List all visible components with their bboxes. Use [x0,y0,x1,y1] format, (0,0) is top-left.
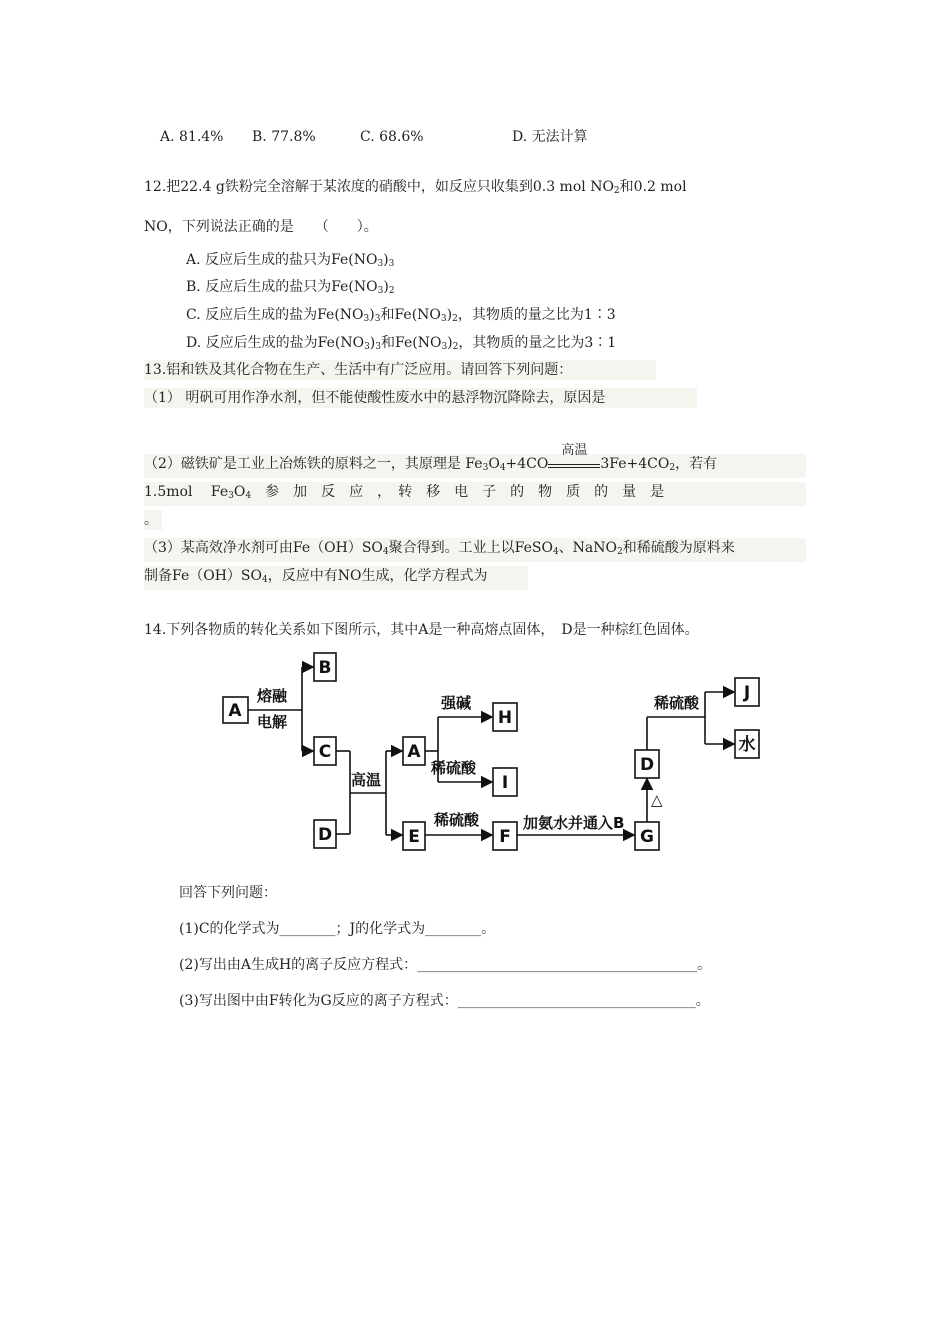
q13-part3-line1: （3）某高效净水剂可由$Fe(OH)SO_4$聚合得到。工业上以FeSO$_4$、NaNO$_2$和稀硫酸为原料来 [144,538,806,562]
q13-part2-line1: （2）磁铁矿是工业上冶炼铁的原料之一，其原理是 $Fe_3O_4+4CO$ 高温 $3Fe+4CO_2$，若有 [144,454,806,478]
q13-part2-line2-b: 参 加 反 应 ， 转 移 电 子 的 物 质 的 量 是 [251,484,665,500]
q13-part3-line2-a: 制备Fe（OH）SO [144,568,262,584]
node-i: I [501,773,509,793]
q11-option-b: B. 77.8% [252,129,316,145]
q13-part3-text-d: 和稀硫酸为原料来 [622,540,735,556]
q13-part2-text-a: （2）磁铁矿是工业上冶炼铁的原料之一，其原理是 Fe [144,456,483,472]
q12-stem-pre: 12.把22.4 g铁粉完全溶解于某浓度的硝酸中，如反应只收集到0.3 mol NO [144,179,614,195]
reaction-condition-label: 高温 [561,443,588,458]
label-melt: 熔融 [257,687,288,705]
q12-option-d: D. 反应后生成的盐为$Fe(NO_3)_3$和$Fe(NO_3)_2$，其物质的量之比为3∶1 [186,335,617,352]
q12-option-d-post: ，其物质的量之比为3∶1 [458,335,617,351]
label-dilute-acid-1: 稀硫酸 [431,759,477,777]
node-b: B [318,658,332,678]
q14-sub2: (2)写出由A生成H的离子反应方程式：________________________________________。 [179,957,712,973]
q11-option-a: A. 81.4% [160,129,224,145]
q13-part2-line2-a: 1.5mol Fe [144,484,229,500]
node-d: D [317,825,333,845]
q13-part2-text-d: ，若有 [675,456,718,472]
q13-part3-text-c: 、NaNO [558,540,618,556]
conversion-diagram [210,645,800,860]
q13-part2-line3: 。 [144,510,162,530]
equals-sign [548,464,600,468]
q12-stem-line2: NO，下列说法正确的是 （ ）。 [144,219,378,235]
label-heat: △ [651,791,663,809]
q13-part3-line2: 制备$Fe(OH)SO_4$，反应中有NO生成，化学方程式为 [144,566,528,590]
q12-option-b: B. 反应后生成的盐只为$Fe(NO_3)_2$ [186,279,395,296]
node-a: A [228,701,242,721]
label-dilute-acid-2: 稀硫酸 [434,811,480,829]
q12-option-d-pre: D. 反应后生成的盐为Fe(NO [186,335,365,351]
q12-stem-line1: 12.把22.4 g铁粉完全溶解于某浓度的硝酸中，如反应只收集到0.3 mol $NO_2$和0.2 mol [144,179,687,196]
node-c: C [318,742,332,762]
q13-title: 13.铝和铁及其化合物在生产、生活中有广泛应用。请回答下列问题： [144,360,656,380]
node-h: H [497,708,513,728]
q12-option-c-mid: 和Fe(NO [380,307,441,323]
node-a2: A [407,742,421,762]
q12-option-c-post: ，其物质的量之比为1∶3 [457,307,616,323]
node-f: F [499,827,511,847]
q12-stem-mid: 和0.2 mol [619,179,687,195]
node-d2: D [639,755,655,775]
reaction-condition [548,443,600,468]
q13-part2-text-c: 3Fe+4CO [600,456,670,472]
label-dilute-acid-3: 稀硫酸 [654,694,700,712]
q12-option-a: A. 反应后生成的盐只为$Fe(NO_3)_3$ [186,252,395,269]
q12-option-d-mid: 和Fe(NO [381,335,442,351]
node-j: J [743,683,751,703]
q13-part3-text-b: 聚合得到。工业上以FeSO [388,540,553,556]
q12-option-b-text: B. 反应后生成的盐只为Fe(NO [186,279,378,295]
q14-title: 14.下列各物质的转化关系如下图所示，其中A是一种高熔点固体， D是一种棕红色固体。 [144,622,699,638]
q11-option-d: D. 无法计算 [512,129,588,145]
label-electrolysis: 电解 [257,713,288,731]
label-ammonia-b: 加氨水并通入B [523,814,625,832]
node-g: G [640,827,654,847]
node-water: 水 [738,735,756,755]
q13-part1: （1） 明矾可用作净水剂，但不能使酸性废水中的悬浮物沉降除去，原因是 [144,388,697,408]
q13-part3-line2-b: ，反应中有NO生成，化学方程式为 [267,568,488,584]
label-strong-base: 强碱 [441,694,472,712]
label-high-temp: 高温 [351,771,382,789]
q14-sub3: (3)写出图中由F转化为G反应的离子方程式：__________________________________。 [179,993,710,1009]
node-e: E [408,827,420,847]
q13-part3-text-a: （3）某高效净水剂可由Fe（OH）SO [144,540,383,556]
q13-part2-line2: 1.5mol $Fe_3O_4$ 参 加 反 应 ， 转 移 电 子 的 物 质 的 量 是 [144,482,806,506]
q11-option-c: C. 68.6% [360,129,424,145]
q14-sub1: (1)C的化学式为________；J的化学式为________。 [179,921,496,937]
q14-intro: 回答下列问题： [179,885,277,901]
q13-part2-text-b: +4CO [505,456,549,472]
q12-option-c-pre: C. 反应后生成的盐为Fe(NO [186,307,364,323]
q12-option-c: C. 反应后生成的盐为$Fe(NO_3)_3$和$Fe(NO_3)_2$，其物质的量之比为1∶3 [186,307,616,324]
q12-option-a-text: A. 反应后生成的盐只为Fe(NO [186,252,378,268]
